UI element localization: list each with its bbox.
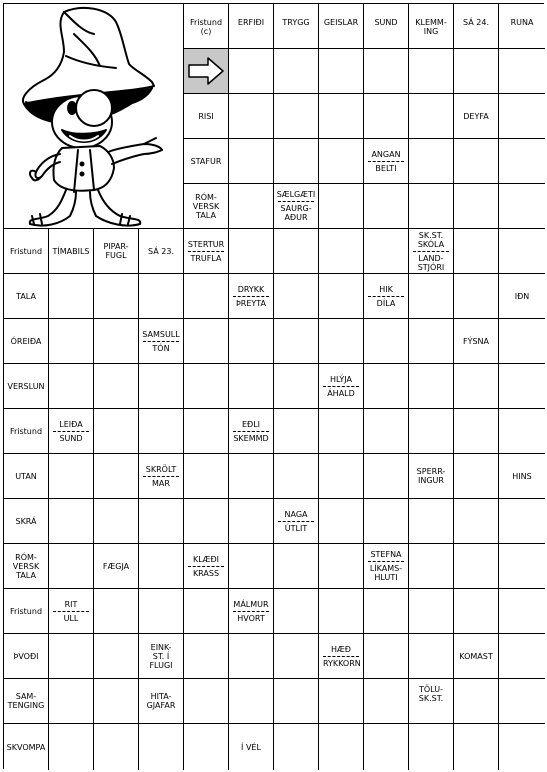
clue-text: TRUFLA [188,251,224,265]
clue-text: ÞVOÐI [13,651,39,661]
answer-cell[interactable] [49,319,94,364]
answer-cell[interactable] [319,319,364,364]
answer-cell[interactable] [229,319,274,364]
clue-cell [319,634,364,679]
clue-cell [364,274,409,319]
clue-cell [229,409,274,454]
clue-cell [4,544,49,589]
clue-cell [139,634,184,679]
clue-text: TÍMABILS [52,246,90,256]
answer-cell[interactable] [319,499,364,544]
answer-cell[interactable] [364,634,409,679]
clue-text: HLÝJA [330,374,352,384]
clue-text: SÆLGÆTI [276,190,316,199]
clue-cell [139,454,184,499]
clue-text: RIT [64,599,78,609]
answer-cell[interactable] [274,634,319,679]
clue-text: Fristund (c) [189,18,223,36]
answer-cell[interactable] [49,634,94,679]
answer-cell[interactable] [49,499,94,544]
answer-cell[interactable] [274,544,319,589]
clue-text: RYKKORN [323,656,359,670]
answer-cell[interactable] [499,229,545,274]
clue-text: HINS [512,471,532,481]
answer-cell[interactable] [499,49,545,94]
answer-cell[interactable] [49,364,94,409]
clue-text: SKVOMPA [6,742,46,752]
answer-cell[interactable] [139,499,184,544]
clue-cell [364,544,409,589]
clue-text: LEIÐA [59,419,83,429]
clue-text: ÚTLIT [278,521,314,535]
answer-cell[interactable] [229,94,274,139]
answer-cell[interactable] [184,679,229,724]
answer-cell[interactable] [319,49,364,94]
answer-cell[interactable] [94,454,139,499]
answer-cell[interactable] [454,724,499,770]
clue-text: STAFUR [190,156,222,166]
answer-cell[interactable] [364,319,409,364]
clue-text: Fristund [9,426,43,436]
answer-cell[interactable] [274,409,319,454]
answer-cell[interactable] [94,364,139,409]
answer-cell[interactable] [364,94,409,139]
clue-text: RÓM- VERSK TALA [12,552,40,580]
clue-cell [4,364,49,409]
clue-cell [364,4,409,49]
answer-cell[interactable] [49,679,94,724]
answer-cell[interactable] [184,454,229,499]
answer-cell[interactable] [94,274,139,319]
answer-cell[interactable] [184,499,229,544]
answer-cell[interactable] [364,589,409,634]
crossword-grid [3,3,544,769]
clue-text: TALA [16,291,36,301]
answer-cell[interactable] [409,364,454,409]
clue-cell [409,679,454,724]
clue-text: KRASS [188,566,224,580]
answer-cell[interactable] [229,49,274,94]
answer-cell[interactable] [49,724,94,770]
clue-cell [49,589,94,634]
clue-cell [4,589,49,634]
answer-cell[interactable] [139,274,184,319]
clue-text: SUND [53,431,89,445]
answer-cell[interactable] [229,499,274,544]
clue-cell [274,184,319,229]
answer-cell[interactable] [229,184,274,229]
answer-cell[interactable] [319,589,364,634]
answer-cell[interactable] [409,544,454,589]
clue-text: FÆGJA [102,561,130,571]
clue-text: MAR [143,476,179,490]
clue-text: SÁ 23. [148,246,174,256]
clue-cell [499,4,545,49]
answer-cell[interactable] [454,589,499,634]
answer-cell[interactable] [139,544,184,589]
answer-cell[interactable] [184,724,229,770]
answer-cell[interactable] [274,679,319,724]
answer-cell[interactable] [319,544,364,589]
answer-cell[interactable] [364,454,409,499]
clue-cell [184,184,229,229]
clue-text: HIK [379,284,393,294]
clue-cell [319,4,364,49]
answer-cell[interactable] [319,94,364,139]
answer-cell[interactable] [409,589,454,634]
answer-cell[interactable] [454,274,499,319]
answer-cell[interactable] [454,544,499,589]
clue-text: GEISLAR [323,18,359,27]
clue-cell [139,229,184,274]
answer-cell[interactable] [319,139,364,184]
answer-cell[interactable] [364,409,409,454]
answer-cell[interactable] [139,589,184,634]
answer-cell[interactable] [499,589,545,634]
answer-cell[interactable] [454,409,499,454]
answer-cell[interactable] [184,589,229,634]
clue-text: HÆÐ [330,644,351,654]
clue-cell [4,274,49,319]
clue-cell [4,634,49,679]
clue-cell [184,229,229,274]
clue-cell [454,4,499,49]
clue-text: RUNA [510,18,534,27]
answer-cell[interactable] [499,409,545,454]
answer-cell[interactable] [94,409,139,454]
answer-cell[interactable] [499,184,545,229]
clue-cell [4,409,49,454]
answer-cell[interactable] [184,319,229,364]
clue-text: KLÆÐI [192,554,220,564]
clue-text: TÓN [143,341,179,355]
answer-cell[interactable] [229,634,274,679]
clue-text: SKRÖLT [145,464,177,474]
answer-cell[interactable] [184,364,229,409]
clue-cell [409,229,454,274]
answer-cell[interactable] [319,274,364,319]
answer-cell[interactable] [409,94,454,139]
answer-cell[interactable] [274,49,319,94]
clue-cell [49,229,94,274]
answer-cell[interactable] [364,364,409,409]
clue-text: ANGAN [371,149,401,159]
answer-cell[interactable] [274,94,319,139]
clue-text: FÝSNA [462,336,490,346]
answer-cell[interactable] [364,184,409,229]
clue-cell [94,544,139,589]
answer-cell[interactable] [319,229,364,274]
clue-text: SKRÁ [15,516,37,526]
answer-cell[interactable] [499,319,545,364]
answer-cell[interactable] [454,499,499,544]
answer-cell[interactable] [409,274,454,319]
gnome-mascot-picture [4,4,184,229]
answer-cell[interactable] [364,499,409,544]
answer-cell[interactable] [319,184,364,229]
clue-text: ULL [53,611,89,625]
answer-cell[interactable] [49,274,94,319]
clue-cell [454,94,499,139]
gnome-mascot-icon [4,4,184,229]
clue-text: UTAN [15,471,37,481]
answer-cell[interactable] [49,544,94,589]
answer-cell[interactable] [184,274,229,319]
clue-cell [4,229,49,274]
answer-cell[interactable] [274,274,319,319]
clue-text: Í VÉL [241,742,261,752]
answer-cell[interactable] [274,724,319,770]
answer-cell[interactable] [94,499,139,544]
answer-cell[interactable] [364,679,409,724]
start-arrow-cell [184,49,229,94]
answer-cell[interactable] [184,634,229,679]
answer-cell[interactable] [94,679,139,724]
clue-cell [229,4,274,49]
answer-cell[interactable] [274,229,319,274]
answer-cell[interactable] [364,49,409,94]
clue-text: SAM- TENGING [7,692,45,710]
clue-text: NAGA [284,509,308,519]
clue-cell [139,319,184,364]
clue-text: RÓM- VERSK TALA [192,192,220,220]
clue-cell [4,679,49,724]
answer-cell[interactable] [409,319,454,364]
clue-cell [274,499,319,544]
clue-cell [454,319,499,364]
answer-cell[interactable] [94,724,139,770]
clue-text: SPERR- INGUR [416,467,446,485]
clue-text: SAURG- AÐUR [278,201,314,224]
clue-cell [454,634,499,679]
answer-cell[interactable] [229,544,274,589]
clue-cell [409,454,454,499]
clue-cell [139,679,184,724]
answer-cell[interactable] [454,49,499,94]
clue-text: DEYFA [463,111,489,121]
clue-cell [4,319,49,364]
clue-text: SUND [374,18,398,27]
clue-cell [184,94,229,139]
clue-cell [184,4,229,49]
clue-cell [4,724,49,770]
answer-cell[interactable] [274,589,319,634]
clue-text: LÍKAMS- HLUTI [368,561,404,584]
answer-cell[interactable] [409,724,454,770]
clue-cell [499,454,545,499]
clue-cell [229,724,274,770]
answer-cell[interactable] [229,364,274,409]
clue-text: TÖLU- SK.ST. [418,685,444,703]
answer-cell[interactable] [94,319,139,364]
clue-cell [184,139,229,184]
answer-cell[interactable] [319,409,364,454]
clue-text: DRYKK [237,284,265,294]
answer-cell[interactable] [139,409,184,454]
clue-cell [4,499,49,544]
answer-cell[interactable] [409,49,454,94]
answer-cell[interactable] [274,364,319,409]
clue-text: VERSLUN [7,381,45,391]
answer-cell[interactable] [184,409,229,454]
clue-text: DÍLA [368,296,404,310]
answer-cell[interactable] [409,184,454,229]
answer-cell[interactable] [49,454,94,499]
answer-cell[interactable] [499,724,545,770]
answer-cell[interactable] [319,679,364,724]
answer-cell[interactable] [454,454,499,499]
clue-cell [499,274,545,319]
clue-text: KLEMM- ING [415,18,447,36]
answer-cell[interactable] [454,229,499,274]
clue-text: HITA- GJAFAR [146,692,176,710]
answer-cell[interactable] [409,499,454,544]
clue-cell [274,4,319,49]
clue-text: Fristund [9,246,43,256]
clue-text: KOMAST [459,651,493,661]
answer-cell[interactable] [139,724,184,770]
answer-cell[interactable] [499,139,545,184]
clue-cell [184,544,229,589]
answer-cell[interactable] [274,319,319,364]
answer-cell[interactable] [454,679,499,724]
answer-cell[interactable] [94,589,139,634]
answer-cell[interactable] [364,724,409,770]
answer-cell[interactable] [454,364,499,409]
answer-cell[interactable] [454,139,499,184]
clue-text: EÐLI [241,419,261,429]
clue-text: STEFNA [370,550,402,559]
clue-cell [364,139,409,184]
clue-text: SK.ST. SKÓLA [417,230,445,249]
arrow-right-icon [186,55,226,87]
answer-cell[interactable] [229,679,274,724]
answer-cell[interactable] [409,634,454,679]
clue-cell [4,454,49,499]
clue-text: BELTI [368,161,404,175]
clue-cell [49,409,94,454]
clue-text: ÓREIÐA [10,336,42,346]
answer-cell[interactable] [364,229,409,274]
answer-cell[interactable] [229,229,274,274]
clue-text: PIPAR- FUGL [103,242,129,260]
clue-text: MÁLMUR [233,599,269,609]
clue-cell [229,274,274,319]
clue-cell [319,364,364,409]
clue-text: Fristund [9,606,43,616]
answer-cell[interactable] [499,544,545,589]
answer-cell[interactable] [139,364,184,409]
clue-cell [409,4,454,49]
clue-text: EINK- ST. Í FLUGI [149,642,173,670]
clue-cell [229,589,274,634]
answer-cell[interactable] [274,454,319,499]
answer-cell[interactable] [229,139,274,184]
clue-text: STERTUR [187,239,225,249]
answer-cell[interactable] [499,634,545,679]
answer-cell[interactable] [499,94,545,139]
clue-text: HVORT [233,611,269,625]
clue-text: LAND- STJÓRI [413,251,449,274]
clue-cell [94,229,139,274]
answer-cell[interactable] [499,364,545,409]
answer-cell[interactable] [94,634,139,679]
clue-text: ÁHALD [323,386,359,400]
clue-text: RISI [198,111,214,121]
answer-cell[interactable] [274,139,319,184]
clue-text: SAMSULL [142,329,180,339]
answer-cell[interactable] [499,499,545,544]
clue-text: ÞREYTA [233,296,269,310]
answer-cell[interactable] [499,679,545,724]
clue-text: TRYGG [282,18,310,27]
answer-cell[interactable] [454,184,499,229]
answer-cell[interactable] [409,409,454,454]
answer-cell[interactable] [409,139,454,184]
answer-cell[interactable] [319,454,364,499]
clue-text: ERFIÐI [237,18,265,27]
clue-text: IÐN [514,291,530,301]
clue-text: SKEMMD [233,431,269,445]
answer-cell[interactable] [229,454,274,499]
clue-text: SÁ 24. [463,18,489,27]
answer-cell[interactable] [319,724,364,770]
